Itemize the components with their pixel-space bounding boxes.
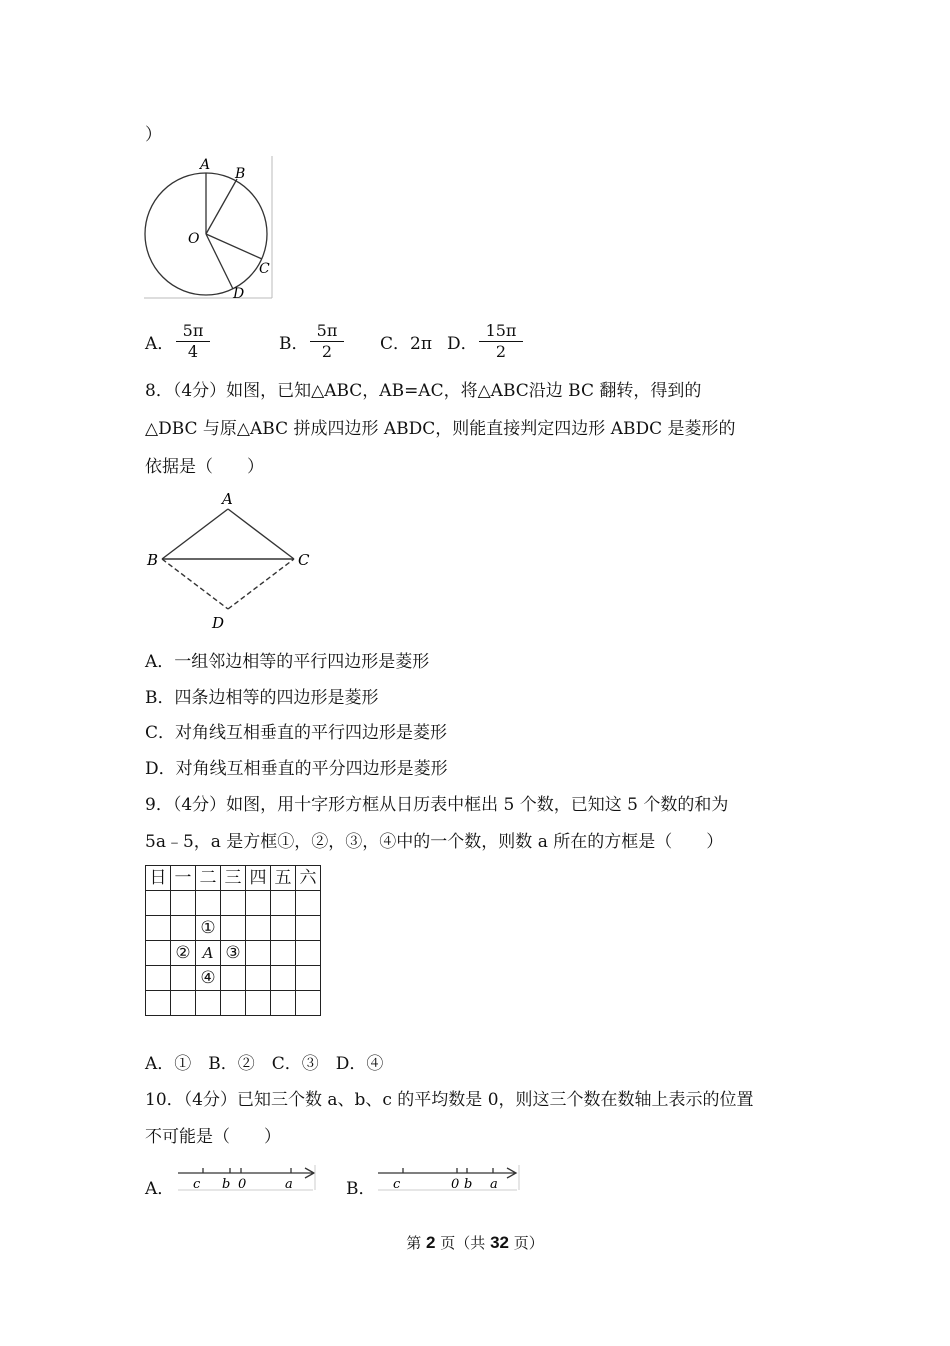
calendar-table xyxy=(145,865,321,1016)
q8-line-1: 8．（4分）如图，已知△ABC，AB=AC，将△ABC沿边 BC 翻转，得到的 xyxy=(145,381,702,401)
footer-page-number: 2 xyxy=(426,1233,436,1252)
q7-label-B: B xyxy=(235,166,246,182)
q9-line-2: 5a﹣5，a 是方框①，②，③，④中的一个数，则数 a 所在的方框是（ ） xyxy=(145,832,724,852)
q7-B-denominator: 2 xyxy=(321,342,333,361)
q7-option-C-label: C． xyxy=(380,334,411,354)
calendar-header-cell: 五 xyxy=(271,866,296,891)
q10-B-label-b: b xyxy=(464,1177,473,1192)
calendar-header-cell: 日 xyxy=(146,866,171,891)
q10-number-line-A xyxy=(175,1163,320,1193)
q7-label-O: O xyxy=(188,231,200,247)
footer-prefix: 第 xyxy=(406,1234,422,1252)
q7-label-A: A xyxy=(200,157,211,173)
calendar-row xyxy=(146,916,321,941)
q7-A-denominator: 4 xyxy=(187,342,199,361)
q10-line-2: 不可能是（ ） xyxy=(145,1127,281,1147)
q10-A-label-zero: 0 xyxy=(238,1177,247,1192)
q7-circle-figure xyxy=(142,150,277,302)
q10-option-B-label: B． xyxy=(346,1179,376,1199)
q8-option-A: A．一组邻边相等的平行四边形是菱形 xyxy=(145,652,430,672)
calendar-mark-4: ④ xyxy=(196,966,221,991)
q7-B-numerator: 5π xyxy=(316,321,338,340)
q10-B-label-a: a xyxy=(490,1177,498,1192)
footer-suffix: 页） xyxy=(513,1234,544,1252)
q7-D-numerator: 15π xyxy=(485,321,517,340)
q8-rhombus-figure xyxy=(142,488,322,636)
q10-A-label-b: b xyxy=(222,1177,231,1192)
q8-label-D: D xyxy=(212,614,225,632)
footer-total-pages: 32 xyxy=(490,1233,509,1252)
calendar-header-cell: 一 xyxy=(171,866,196,891)
calendar-mark-a: A xyxy=(196,941,221,966)
calendar-row xyxy=(146,966,321,991)
q8-option-C: C．对角线互相垂直的平行四边形是菱形 xyxy=(145,723,448,743)
calendar-header-cell: 三 xyxy=(221,866,246,891)
q7-tail: ） xyxy=(145,125,162,145)
q8-label-C: C xyxy=(298,551,310,569)
q7-option-A-label: A． xyxy=(145,334,175,354)
q8-label-B: B xyxy=(147,551,159,569)
q8-line-2: △DBC 与原△ABC 拼成四边形 ABDC，则能直接判定四边形 ABDC 是菱形的 xyxy=(145,419,736,439)
q10-B-label-c: c xyxy=(393,1177,401,1192)
calendar-row xyxy=(146,991,321,1016)
q7-option-B-label: B． xyxy=(279,334,309,354)
calendar-header-row xyxy=(146,866,321,891)
q8-option-B: B．四条边相等的四边形是菱形 xyxy=(145,688,379,708)
q9-line-1: 9．（4分）如图，用十字形方框从日历表中框出 5 个数，已知这 5 个数的和为 xyxy=(145,795,729,815)
q7-A-numerator: 5π xyxy=(182,321,204,340)
calendar-header-cell: 二 xyxy=(196,866,221,891)
calendar-row xyxy=(146,941,321,966)
footer-middle: 页（共 xyxy=(440,1234,486,1252)
q7-option-D-label: D． xyxy=(447,334,478,354)
calendar-mark-1: ① xyxy=(196,916,221,941)
q7-option-A-fraction xyxy=(176,322,210,361)
q10-B-label-zero: 0 xyxy=(451,1177,460,1192)
q10-A-label-a: a xyxy=(285,1177,293,1192)
q7-option-B-fraction xyxy=(310,322,344,361)
q9-options: A．① B．② C．③ D．④ xyxy=(145,1054,384,1074)
q7-option-D-fraction xyxy=(479,322,523,361)
q10-option-A-label: A． xyxy=(145,1179,175,1199)
q10-line-1: 10．（4分）已知三个数 a、b、c 的平均数是 0，则这三个数在数轴上表示的位置 xyxy=(145,1090,754,1110)
page-footer xyxy=(0,1232,950,1253)
q7-label-D: D xyxy=(233,286,245,302)
q7-D-denominator: 2 xyxy=(495,342,507,361)
calendar-header-cell: 六 xyxy=(296,866,321,891)
calendar-header-cell: 四 xyxy=(246,866,271,891)
q10-A-label-c: c xyxy=(193,1177,201,1192)
calendar-mark-3: ③ xyxy=(221,941,246,966)
q8-line-3: 依据是（ ） xyxy=(145,457,264,477)
q8-option-D: D．对角线互相垂直的平分四边形是菱形 xyxy=(145,759,448,779)
calendar-mark-2: ② xyxy=(171,941,196,966)
calendar-row xyxy=(146,891,321,916)
q7-option-C-value: 2π xyxy=(410,334,432,354)
q8-label-A: A xyxy=(222,490,233,508)
q7-label-C: C xyxy=(259,261,270,277)
q10-number-line-B xyxy=(375,1163,523,1193)
